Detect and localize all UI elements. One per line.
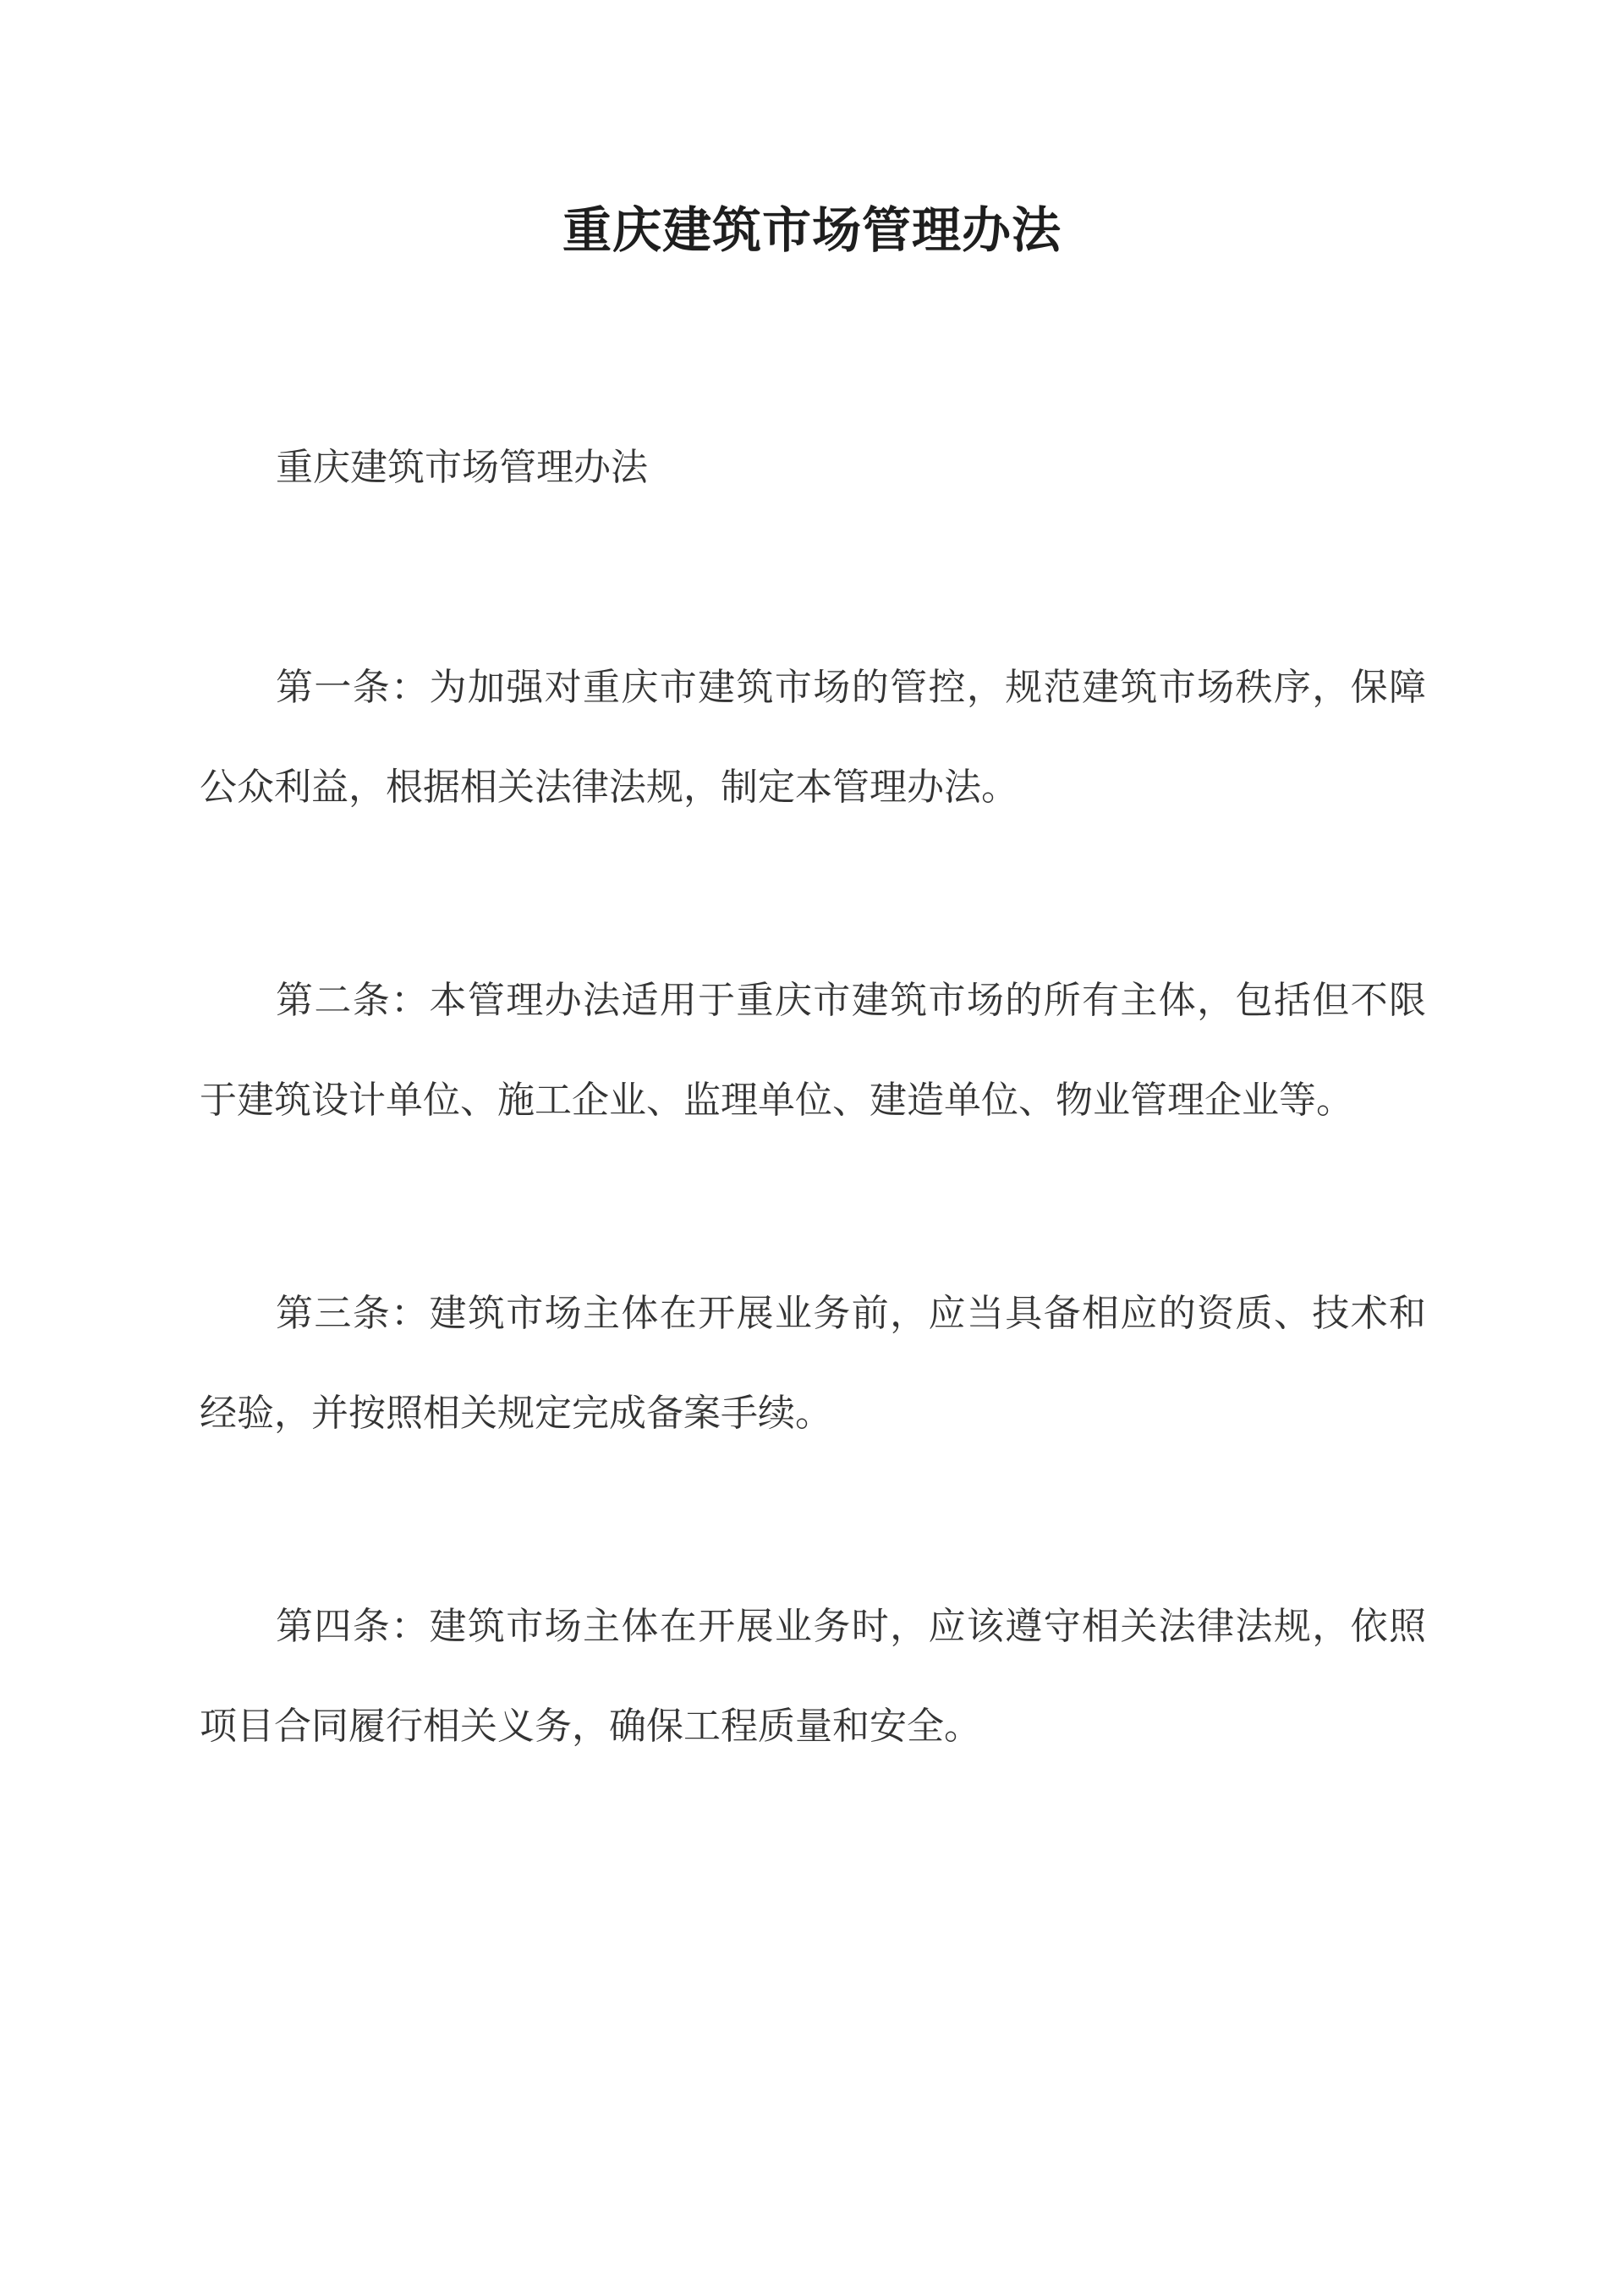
document-title: 重庆建筑市场管理办法	[562, 201, 1062, 259]
article-4: 第四条：建筑市场主体在开展业务时，应该遵守相关法律法规，依照项目合同履行相关义务，确保工程质量和安全。	[200, 1605, 1426, 1748]
article-1: 第一条：为加强对重庆市建筑市场的管控，规范建筑市场秩序，保障公众利益，根据相关法律法规，制定本管理办法。	[200, 666, 1426, 809]
document-subtitle: 重庆建筑市场管理办法	[276, 446, 648, 489]
article-2: 第二条：本管理办法适用于重庆市建筑市场的所有主体，包括但不限于建筑设计单位、施工企业、监理单位、建造单位、物业管理企业等。	[200, 979, 1426, 1122]
article-3: 第三条：建筑市场主体在开展业务前，应当具备相应的资质、技术和经验，并按照相关规定完成备案手续。	[200, 1292, 1426, 1435]
